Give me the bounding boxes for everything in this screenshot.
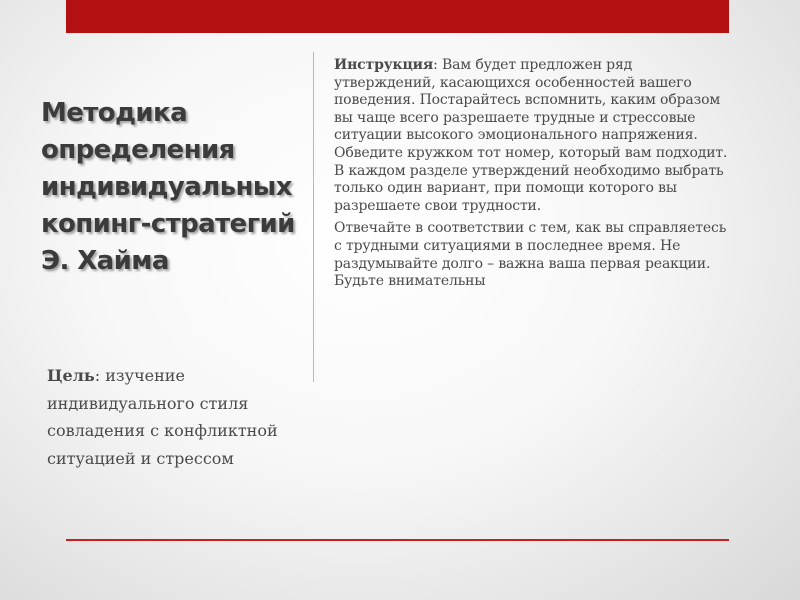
goal-label: Цель xyxy=(47,366,95,385)
instructions-paragraph-2: Отвечайте в соответствии с тем, как вы справляетесь с трудными ситуациями в последнее время. Не раздумывайте долго – важна ваша первая реакции. Будьте внимательны xyxy=(334,220,727,290)
vertical-divider xyxy=(313,52,314,382)
instructions-text-1: : Вам будет предложен ряд утверждений, касающихся особенностей вашего поведения. Постарайтесь вспомнить, каким образом вы чаще всего разрешаете трудные и стрессовые ситуации высокого эмоционального напряжения. Обведите кружком тот номер, который вам подходит. В каждом разделе утверждений необходимо выбрать только один вариант, при помощи которого вы разрешаете свои трудности. xyxy=(334,57,728,214)
instructions-label: Инструкция xyxy=(334,57,434,73)
slide-title: Методика определения индивидуальных копинг-стратегий Э. Хайма xyxy=(41,98,295,276)
goal-text xyxy=(47,362,297,472)
instructions-paragraph-1 xyxy=(334,57,734,215)
instructions-block xyxy=(334,57,734,291)
goal-description: : изучение индивидуального стиля совладения с конфликтной ситуацией и стрессом xyxy=(47,366,278,468)
bottom-accent-line xyxy=(66,539,729,541)
top-accent-bar xyxy=(66,0,729,33)
